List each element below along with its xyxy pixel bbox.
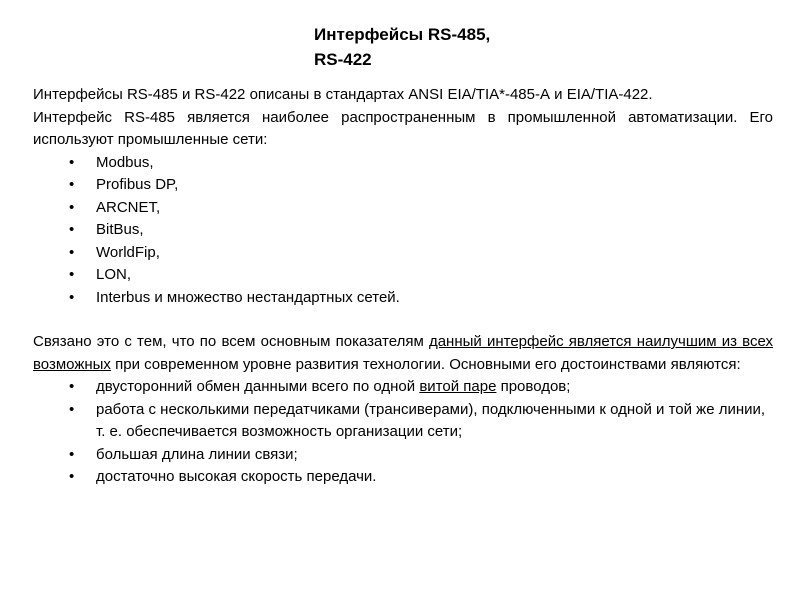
slide-content — [33, 84, 773, 489]
advantages-intro-underlined: данный интерфейс является наилучшим из всех возможных — [33, 333, 773, 373]
advantages-intro-part-2: при современном уровне развития технологии. Основными его достоинствами являются: — [110, 355, 741, 373]
advantage-1-part-2: проводов; — [496, 378, 571, 395]
list-item: • Profibus DP, — [33, 174, 773, 197]
list-item — [33, 376, 773, 399]
list-item: • большая длина линии связи; — [33, 444, 773, 467]
list-item: • BitBus, — [33, 219, 773, 242]
list-item: • Interbus и множество нестандартных сетей. — [33, 287, 773, 310]
networks-list — [33, 152, 773, 310]
list-item: • LON, — [33, 264, 773, 287]
list-item: • Modbus, — [33, 152, 773, 175]
advantages-list — [33, 376, 773, 489]
list-item: • работа с несколькими передатчиками (трансиверами), подключенными к одной и той же линии, т. е. обеспечивается возможность организации сети; — [33, 399, 773, 444]
advantage-1-underlined: витой паре — [419, 378, 497, 395]
advantages-intro-part-1: Связано это с тем, что по всем основным показателям — [33, 333, 429, 350]
list-item: • WorldFip, — [33, 242, 773, 265]
slide-title — [314, 22, 614, 72]
intro-paragraph — [33, 84, 773, 152]
intro-sentence-2: Интерфейс RS-485 является наиболее распространенным в промышленной автоматизации. Его используют промышленные сети: — [33, 108, 773, 148]
list-item: • достаточно высокая скорость передачи. — [33, 466, 773, 489]
title-line-2: RS-422 — [314, 50, 372, 69]
intro-sentence-1: Интерфейсы RS-485 и RS-422 описаны в стандартах ANSI EIA/TIA*-485-А и EIA/TIA-422. — [33, 86, 653, 103]
list-item: • ARCNET, — [33, 197, 773, 220]
advantages-paragraph — [33, 331, 773, 376]
advantage-1-part-1: двусторонний обмен данными всего по одной — [96, 378, 420, 395]
title-line-1: Интерфейсы RS-485, — [314, 25, 491, 44]
